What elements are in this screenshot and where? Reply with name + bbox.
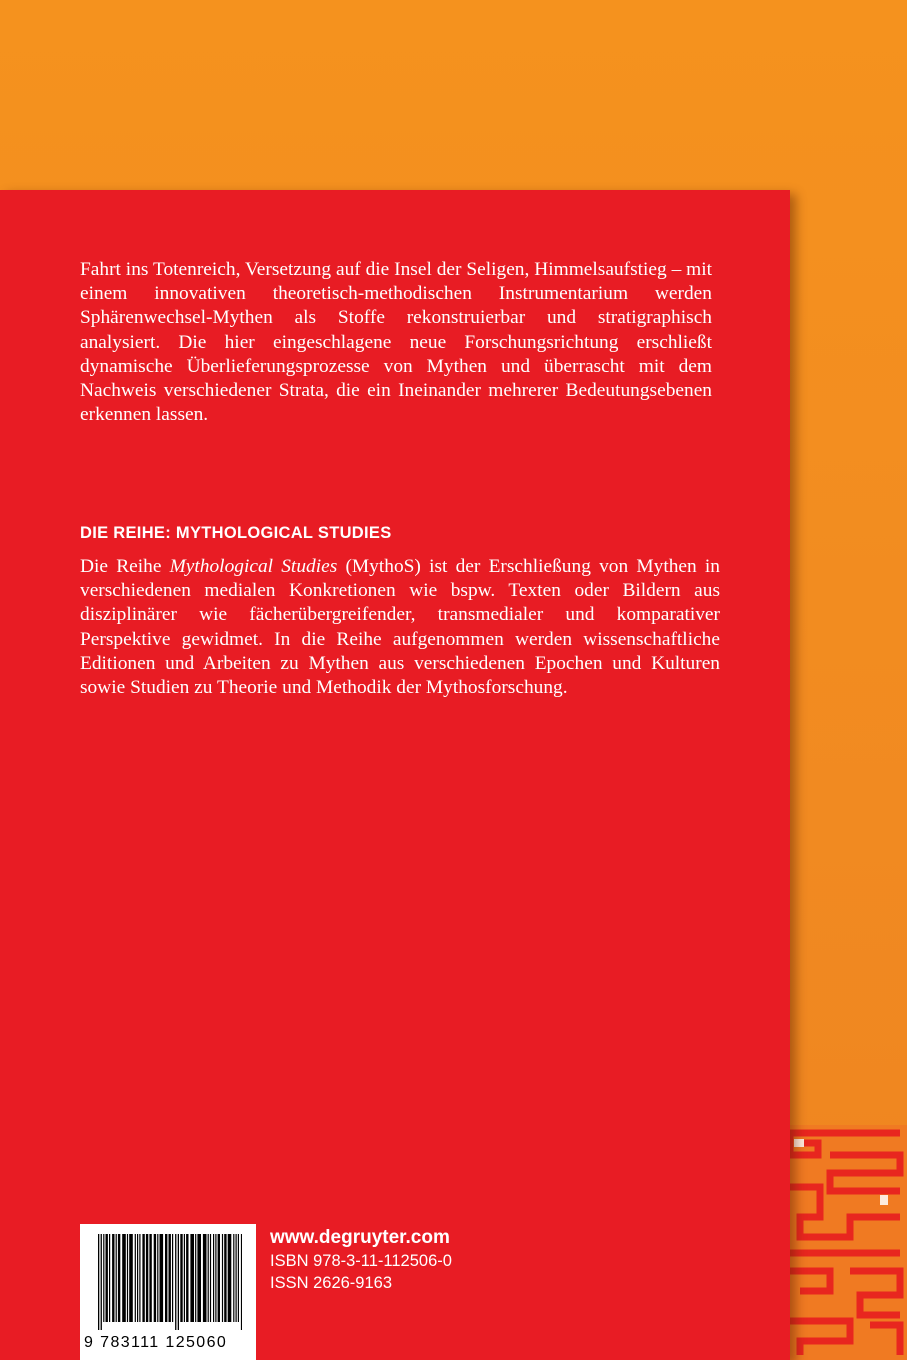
barcode-bar — [98, 1234, 99, 1330]
barcode-bar — [203, 1234, 207, 1322]
barcode-bar — [184, 1234, 185, 1322]
barcode-bar — [224, 1234, 226, 1322]
barcode-bar — [236, 1234, 237, 1322]
barcode-bar — [215, 1234, 216, 1322]
barcode-bar — [127, 1234, 128, 1322]
book-blurb: Fahrt ins Totenreich, Versetzung auf die Insel der Seligen, Himmelsaufstieg – mit einem innovativen theoretisch-methodischen Instrumentarium werden Sphärenwechsel-Mythen als Stoffe rekonstruierbar und stratigraphisch analysiert. Die hier eingeschlagene neue Forschungsrichtung erschließt dynamische Überlieferungsprozesse von Mythen und überrascht mit dem Nachweis verschiedener Strata, die ein Ineinander mehrerer Bedeutungsebenen erkennen lassen. — [80, 259, 712, 426]
barcode-bar — [112, 1234, 114, 1322]
barcode-bar — [118, 1234, 120, 1322]
barcode-bar — [106, 1234, 108, 1322]
issn: ISSN 2626-9163 — [270, 1274, 393, 1292]
barcode-bar — [165, 1234, 167, 1322]
barcode-bar — [180, 1234, 182, 1322]
barcode-bar — [142, 1234, 144, 1322]
barcode-bar — [190, 1234, 194, 1322]
barcode-bar — [135, 1234, 136, 1322]
barcode-bar — [157, 1234, 158, 1322]
barcode-bar — [208, 1234, 209, 1322]
barcode-bar — [213, 1234, 214, 1322]
barcode-bar — [122, 1234, 126, 1322]
series-title: Mythological Studies — [169, 556, 338, 577]
series-text-after: (MythoS) ist der Erschließung von Mythen in verschiedenen medialen Konkretionen wie bspw. Texten oder Bildern aus disziplinärer wie fächerübergreifender, transmedialer und komparativer Perspektive gewidmet. In die Reihe aufgenommen werden wissenschaftliche Editionen und Arbeiten zu Mythen aus verschiedenen Epochen und Kulturen sowie Studien zu Theorie und Methodik der Mythosforschung. — [80, 556, 720, 699]
barcode-bar — [154, 1234, 156, 1322]
barcode-bar — [103, 1234, 104, 1322]
barcode-digits: 9 783111 125060 — [84, 1334, 228, 1351]
barcode-bar — [238, 1234, 239, 1322]
series-text-before: Die Reihe — [80, 556, 170, 577]
barcode-bar — [116, 1234, 117, 1322]
barcode-bar — [149, 1234, 151, 1322]
barcode-bar — [178, 1234, 179, 1330]
barcode-bar — [210, 1234, 211, 1322]
publisher-url[interactable]: www.degruyter.com — [270, 1227, 450, 1248]
barcode-bar — [175, 1234, 176, 1330]
barcode-bar — [160, 1234, 164, 1322]
barcode-bar — [139, 1234, 140, 1322]
publisher-info — [270, 1226, 452, 1294]
barcode-icon — [96, 1234, 242, 1330]
barcode-bar — [172, 1234, 173, 1322]
barcode-bar — [228, 1234, 232, 1322]
meander-ornament-icon — [780, 1125, 907, 1360]
barcode — [80, 1224, 256, 1360]
series-description — [80, 555, 720, 700]
series-heading: DIE REIHE: MYTHOLOGICAL STUDIES — [80, 524, 392, 542]
barcode-bar — [233, 1234, 234, 1322]
barcode-bar — [137, 1234, 138, 1322]
barcode-bar — [129, 1234, 133, 1322]
barcode-bar — [218, 1234, 220, 1322]
barcode-bar — [222, 1234, 223, 1322]
barcode-bar — [197, 1234, 201, 1322]
barcode-bar — [146, 1234, 148, 1322]
barcode-bar — [241, 1234, 242, 1330]
barcode-bar — [101, 1234, 102, 1330]
barcode-bar — [169, 1234, 171, 1322]
barcode-bar — [195, 1234, 196, 1322]
isbn: ISBN 978-3-11-112506-0 — [270, 1252, 452, 1270]
barcode-bar — [186, 1234, 188, 1322]
barcode-bar — [109, 1234, 110, 1322]
